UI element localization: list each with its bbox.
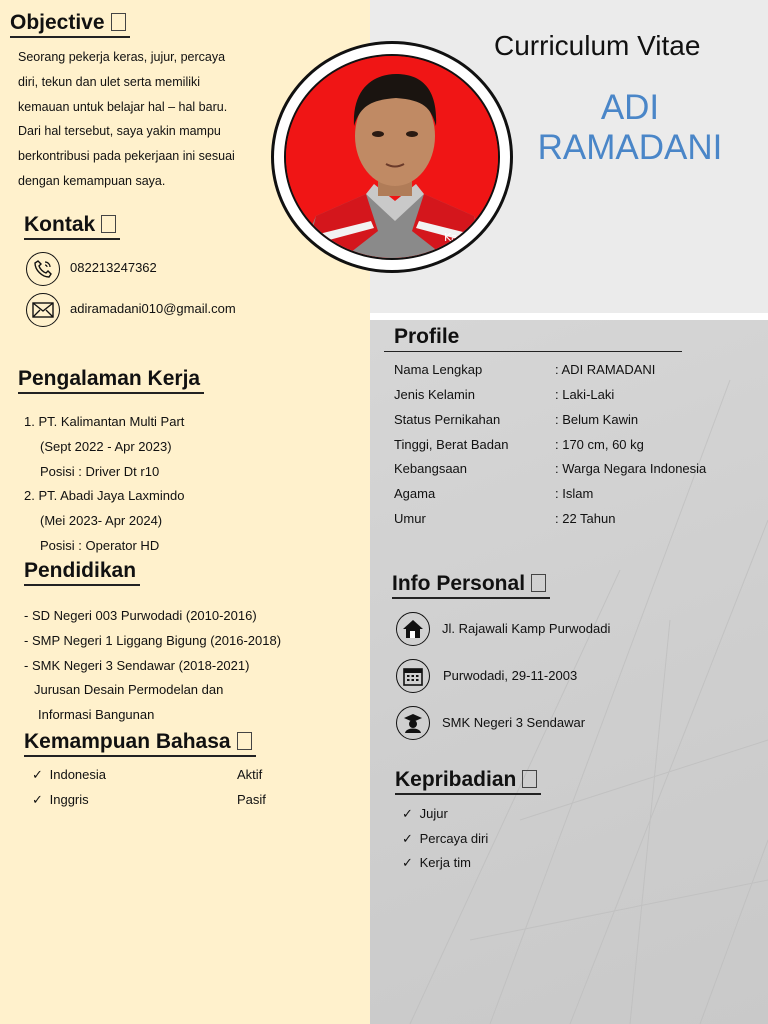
info-personal-heading: Info Personal bbox=[392, 571, 550, 599]
experience-item: 1. PT. Kalimantan Multi Part bbox=[24, 414, 185, 429]
profile-photo bbox=[284, 54, 500, 260]
bahasa-heading: Kemampuan Bahasa bbox=[24, 729, 256, 757]
kontak-heading: Kontak bbox=[24, 212, 120, 240]
pendidikan-heading: Pendidikan bbox=[24, 558, 140, 586]
profile-heading: Profile bbox=[384, 325, 682, 352]
email-icon bbox=[26, 293, 60, 327]
language-level: Pasif bbox=[237, 792, 266, 807]
pengalaman-heading: Pengalaman Kerja bbox=[18, 366, 204, 394]
objective-heading: Objective bbox=[10, 10, 130, 38]
profile-label: Agama bbox=[394, 486, 436, 501]
objective-line: dengan kemampuan saya. bbox=[18, 173, 166, 188]
profile-value: : Warga Negara Indonesia bbox=[555, 461, 707, 476]
education-item: - SD Negeri 003 Purwodadi (2010-2016) bbox=[24, 608, 257, 623]
experience-item: Posisi : Operator HD bbox=[40, 538, 160, 553]
birth-text: Purwodadi, 29-11-2003 bbox=[443, 668, 578, 683]
profile-value: : Laki-Laki bbox=[555, 387, 615, 402]
placeholder-box-icon bbox=[531, 574, 546, 592]
cv-title: Curriculum Vitae bbox=[494, 30, 701, 61]
language-row: ✓ Indonesia bbox=[32, 762, 106, 787]
objective-line: kemauan untuk belajar hal – hal baru. bbox=[18, 99, 228, 114]
jacket-logo-text: Kan bbox=[444, 231, 465, 244]
profile-value: : Islam bbox=[555, 486, 594, 501]
calendar-icon bbox=[396, 659, 430, 693]
address-text: Jl. Rajawali Kamp Purwodadi bbox=[442, 621, 611, 636]
home-icon bbox=[396, 612, 430, 646]
personality-item: ✓ Percaya diri bbox=[402, 826, 488, 851]
phone-number[interactable]: 082213247362 bbox=[70, 260, 157, 275]
profile-value: : 170 cm, 60 kg bbox=[555, 437, 644, 452]
profile-value: : Belum Kawin bbox=[555, 412, 639, 427]
objective-line: diri, tekun dan ulet serta memiliki bbox=[18, 74, 201, 89]
personality-item: ✓ Jujur bbox=[402, 801, 448, 826]
experience-item: Posisi : Driver Dt r10 bbox=[40, 464, 160, 479]
education-item: Jurusan Desain Permodelan dan bbox=[34, 682, 224, 697]
placeholder-box-icon bbox=[111, 13, 126, 31]
profile-label: Nama Lengkap bbox=[394, 362, 483, 377]
profile-label: Tinggi, Berat Badan bbox=[394, 437, 509, 452]
profile-value: : 22 Tahun bbox=[555, 511, 616, 526]
objective-line: Seorang pekerja keras, jujur, percaya bbox=[18, 50, 226, 64]
education-item: Informasi Bangunan bbox=[38, 707, 155, 722]
checkmark-icon: ✓ bbox=[402, 855, 413, 870]
graduate-icon bbox=[396, 706, 430, 740]
school-text: SMK Negeri 3 Sendawar bbox=[442, 715, 586, 730]
placeholder-box-icon bbox=[101, 215, 116, 233]
language-level: Aktif bbox=[237, 767, 263, 782]
experience-item: 2. PT. Abadi Jaya Laxmindo bbox=[24, 488, 185, 503]
checkmark-icon: ✓ bbox=[32, 792, 43, 807]
profile-photo-frame bbox=[271, 41, 513, 273]
placeholder-box-icon bbox=[522, 770, 537, 788]
language-row: ✓ Inggris bbox=[32, 787, 89, 812]
phone-icon bbox=[26, 252, 60, 286]
name-line-2: RAMADANI bbox=[537, 128, 723, 167]
name-line-1: ADI bbox=[600, 88, 660, 127]
profile-label: Umur bbox=[394, 511, 426, 526]
profile-value: : ADI RAMADANI bbox=[555, 362, 656, 377]
kepribadian-heading: Kepribadian bbox=[395, 767, 541, 795]
experience-item: (Mei 2023- Apr 2024) bbox=[40, 513, 163, 528]
profile-label: Kebangsaan bbox=[394, 461, 468, 476]
person-portrait-image bbox=[286, 56, 500, 260]
person-name bbox=[520, 88, 740, 168]
profile-label: Jenis Kelamin bbox=[394, 387, 475, 402]
checkmark-icon: ✓ bbox=[402, 831, 413, 846]
profile-label: Status Pernikahan bbox=[394, 412, 501, 427]
education-item: - SMP Negeri 1 Liggang Bigung (2016-2018) bbox=[24, 633, 282, 648]
experience-item: (Sept 2022 - Apr 2023) bbox=[40, 439, 172, 454]
placeholder-box-icon bbox=[237, 732, 252, 750]
checkmark-icon: ✓ bbox=[32, 767, 43, 782]
checkmark-icon: ✓ bbox=[402, 806, 413, 821]
objective-line: berkontribusi pada pekerjaan ini sesuai bbox=[18, 149, 235, 164]
personality-item: ✓ Kerja tim bbox=[402, 850, 471, 875]
email-address[interactable]: adiramadani010@gmail.com bbox=[70, 301, 236, 316]
objective-line: Dari hal tersebut, saya yakin mampu bbox=[18, 124, 221, 139]
education-item: - SMK Negeri 3 Sendawar (2018-2021) bbox=[24, 658, 250, 673]
